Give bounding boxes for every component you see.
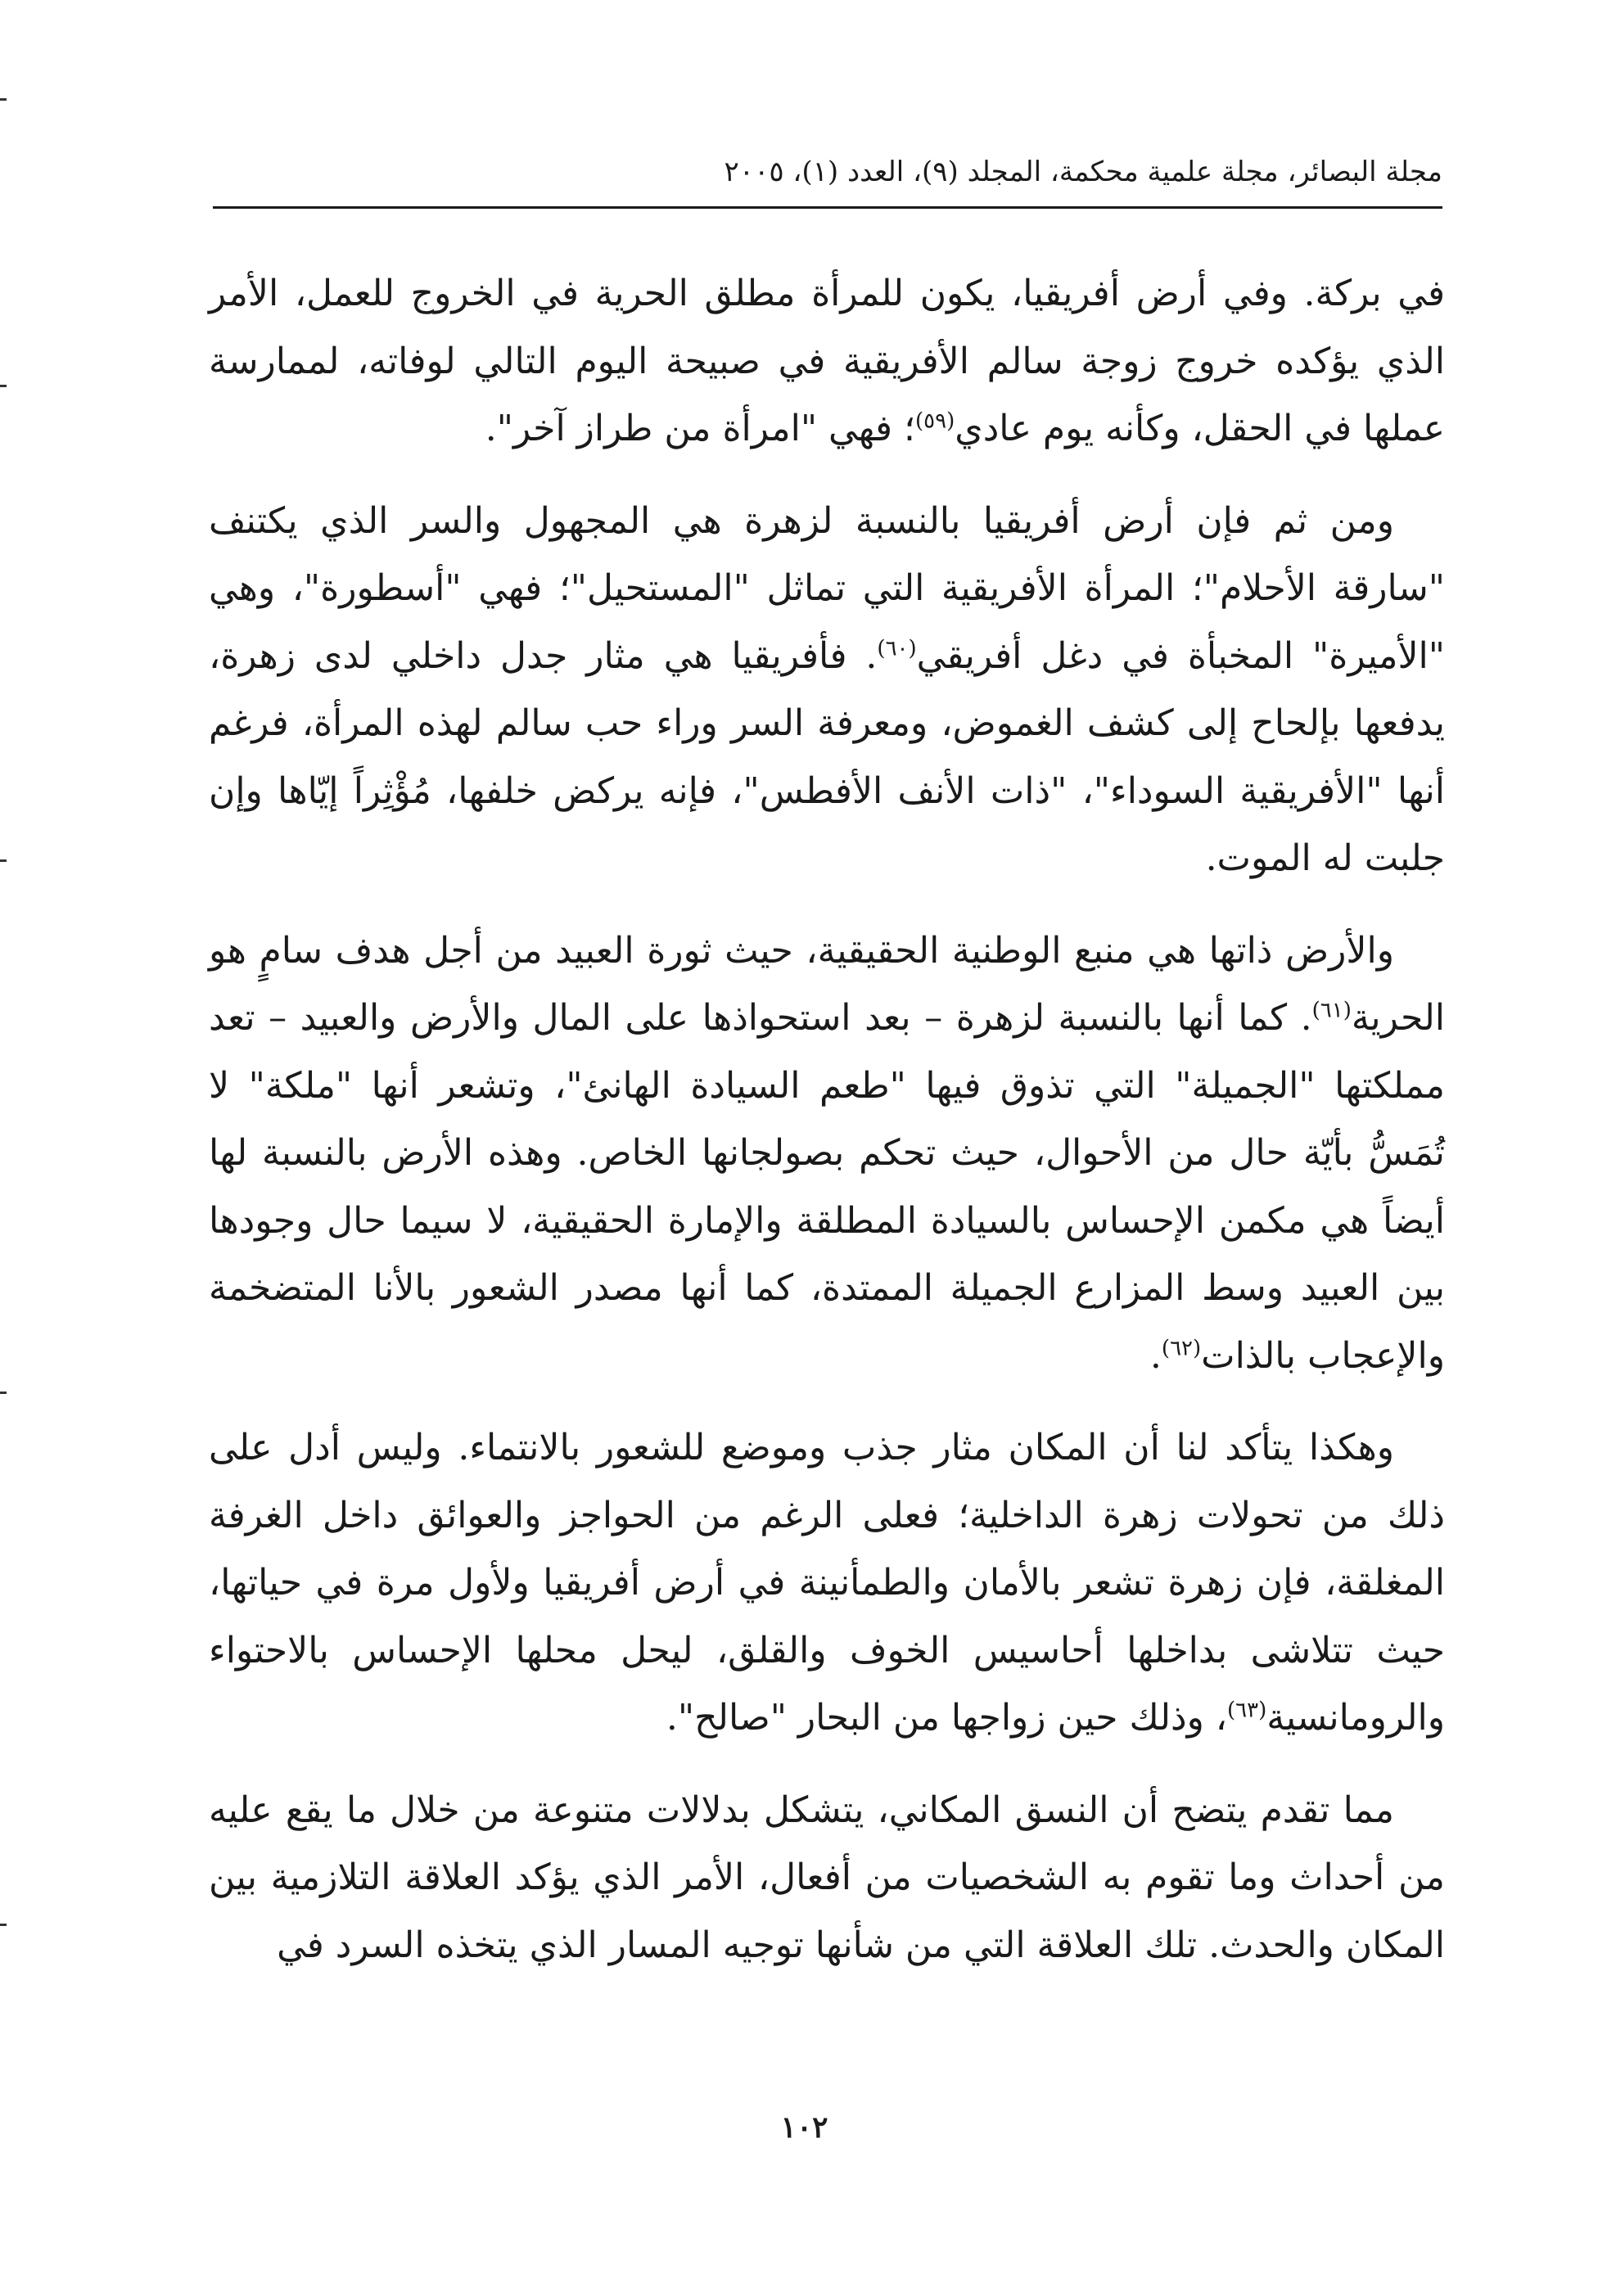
paragraph-text: والأرض ذاتها هي منبع الوطنية الحقيقية، حيث ثورة العبيد من أجل هدف سامٍ هو الحرية bbox=[209, 929, 1445, 1039]
paragraph-text: وهكذا يتأكد لنا أن المكان مثار جذب وموضع للشعور بالانتماء. وليس أدل على ذلك من تحولات زهرة الداخلية؛ فعلى الرغم من الحواجز والعوائق داخل الغرفة المغلقة، فإن زهرة تشعر بالأمان والطمأنينة في أرض أفريقيا ولأول مرة في حياتها، حيث تتلاشى بداخلها أحاسيس الخوف والقلق، ليحل محلها الإحساس بالاحتواء والرومانسية bbox=[209, 1427, 1445, 1739]
footnote-ref-61: (٦١) bbox=[1311, 998, 1352, 1023]
paragraph-text: . كما أنها بالنسبة لزهرة – بعد استحواذها على المال والأرض والعبيد – تعد مملكتها "الجميلة" التي تذوق فيها "طعم السيادة الهانئ"، وتشعر أنها "ملكة" لا تُمَسُّ بأيّة حال من الأحوال، حيث تحكم بصولجانها الخاص. وهذه الأرض بالنسبة لها أيضاً هي مكمن الإحساس بالسيادة المطلقة والإمارة الحقيقية، لا سيما حال وجودها بين العبيد وسط المزارع الجميلة الممتدة، كما أنها مصدر الشعور بالأنا المتضخمة والإعجاب بالذات bbox=[209, 997, 1445, 1377]
paragraph-2 bbox=[209, 488, 1445, 893]
paragraph-1 bbox=[209, 260, 1445, 463]
paragraph-text: . فأفريقيا هي مثار جدل داخلي لدى زهرة، يدفعها بإلحاح إلى كشف الغموض، ومعرفة السر وراء حب سالم لهذه المرأة، فرغم أنها "الأفريقية السوداء"، "ذات الأنف الأفطس"، فإنه يركض خلفها، مُؤْثِراً إيّاها وإن جلبت له الموت. bbox=[209, 634, 1445, 879]
paragraph-text: ، وذلك حين زواجها من البحار "صالح". bbox=[666, 1697, 1227, 1739]
footnote-ref-59: (٥٩) bbox=[915, 408, 955, 434]
scan-edge-mark bbox=[0, 1924, 7, 1926]
header-rule bbox=[213, 206, 1442, 209]
scan-edge-mark bbox=[0, 1392, 7, 1394]
paragraph-text: مما تقدم يتضح أن النسق المكاني، يتشكل بدلالات متنوعة من خلال ما يقع عليه من أحداث وما تقوم به الشخصيات من أفعال، الأمر الذي يؤكد العلاقة التلازمية بين المكان والحدث. تلك العلاقة التي من شأنها توجيه المسار الذي يتخذه السرد في bbox=[209, 1789, 1445, 1966]
footnote-ref-60: (٦٠) bbox=[877, 635, 917, 661]
running-header: مجلة البصائر، مجلة علمية محكمة، المجلد (٩)، العدد (١)، ٢٠٠٥ bbox=[724, 156, 1442, 188]
paragraph-3 bbox=[209, 918, 1445, 1391]
paragraph-5 bbox=[209, 1777, 1445, 1980]
scan-edge-mark bbox=[0, 98, 7, 101]
body-text bbox=[209, 260, 1445, 2004]
footnote-ref-63: (٦٣) bbox=[1227, 1698, 1267, 1723]
page-number: ١٠٢ bbox=[780, 2110, 828, 2145]
scan-edge-mark bbox=[0, 859, 7, 862]
paragraph-4 bbox=[209, 1414, 1445, 1752]
paragraph-text: في بركة. وفي أرض أفريقيا، يكون للمرأة مطلق الحرية في الخروج للعمل، الأمر الذي يؤكده خروج زوجة سالم الأفريقية في صبيحة اليوم التالي لوفاته، لممارسة عملها في الحقل، وكأنه يوم عادي bbox=[209, 273, 1445, 449]
footnote-ref-62: (٦٢) bbox=[1161, 1335, 1202, 1360]
scan-edge-mark bbox=[0, 385, 7, 387]
paragraph-text: ؛ فهي "امرأة من طراز آخر". bbox=[485, 408, 915, 449]
paragraph-text: ومن ثم فإن أرض أفريقيا بالنسبة لزهرة هي المجهول والسر الذي يكتنف "سارقة الأحلام"؛ المرأة الأفريقية التي تماثل "المستحيل"؛ فهي "أسطورة"، وهي "الأميرة" المخبأة في دغل أفريقي bbox=[209, 499, 1446, 677]
paragraph-text: . bbox=[1149, 1334, 1162, 1377]
